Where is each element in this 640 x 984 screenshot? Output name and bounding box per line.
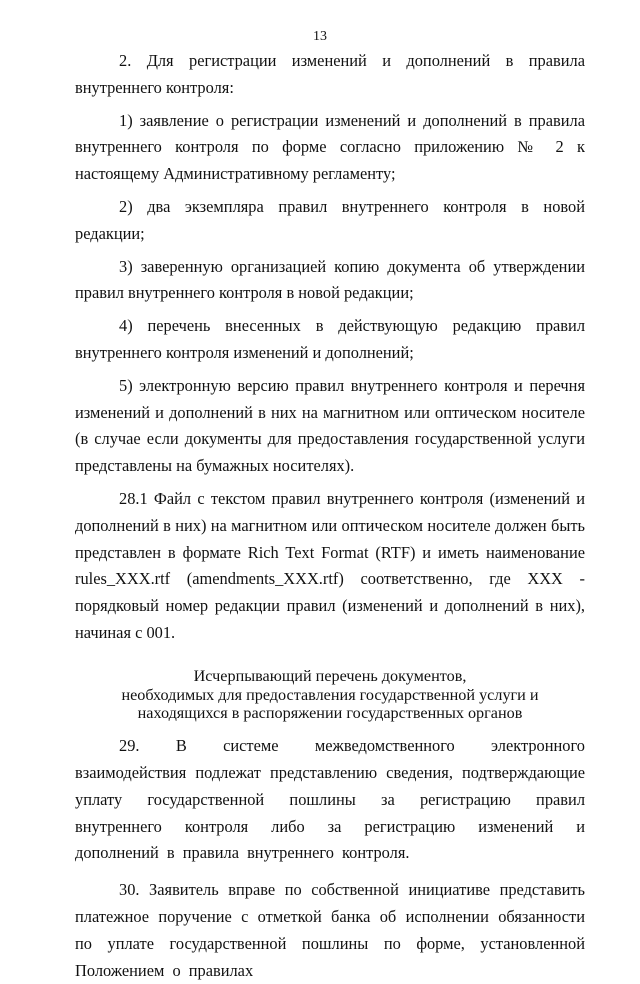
section-title-line-3: находящихся в распоряжении государственных органов (137, 704, 523, 723)
paragraph-item-5: 5) электронную версию правил внутреннего контроля и перечня изменений и дополнений в них на магнитном или оптическом носителе (в случае если документы для предоставления государственной услуги представлены на бумажных носителях). (75, 375, 585, 476)
paragraph-item-4: 4) перечень внесенных в действующую редакцию правил внутреннего контроля изменений и дополнений; (75, 316, 585, 362)
paragraph-28-1: 28.1 Файл с текстом правил внутреннего контроля (изменений и дополнений в них) на магнитном или оптическом носителе должен быть представлен в формате Rich Text Format (RTF) и иметь наименование rules_XXX.rtf (amendments_XXX.rtf) соответственно, где XXX - порядковый номер редакции правил (изменений и дополнений в них), начиная с 001. (75, 488, 585, 642)
page-number: 13 (313, 29, 327, 44)
section-title-line-2: необходимых для предоставления государственной услуги и (121, 685, 539, 704)
paragraph-item-3: 3) заверенную организацией копию документа об утверждении правил внутреннего контроля в новой редакции; (75, 256, 585, 303)
paragraph-29: 29. В системе межведомственного электронного взаимодействия подлежат представлению сведения, подтверждающие уплату государственной пошлины за регистрацию правил внутреннего контроля либо за регистрацию изменений и дополнений в правила внутреннего контроля. (75, 736, 585, 863)
section-title (75, 667, 585, 723)
paragraph-item-2: 2) два экземпляра правил внутреннего контроля в новой редакции; (75, 196, 585, 243)
document-body (75, 48, 585, 984)
paragraph-registration-heading: 2. Для регистрации изменений и дополнений в правила внутреннего контроля: (75, 51, 585, 97)
section-title-line-1: Исчерпывающий перечень документов, (193, 666, 467, 685)
paragraph-item-1: 1) заявление о регистрации изменений и дополнений в правила внутреннего контроля по форме согласно приложению № 2 к настоящему Административному регламенту; (75, 110, 585, 184)
paragraph-30: 30. Заявитель вправе по собственной инициативе представить платежное поручение с отметкой банка об исполнении обязанности по уплате государственной пошлины по форме, установленной Положением о правилах (75, 880, 585, 980)
